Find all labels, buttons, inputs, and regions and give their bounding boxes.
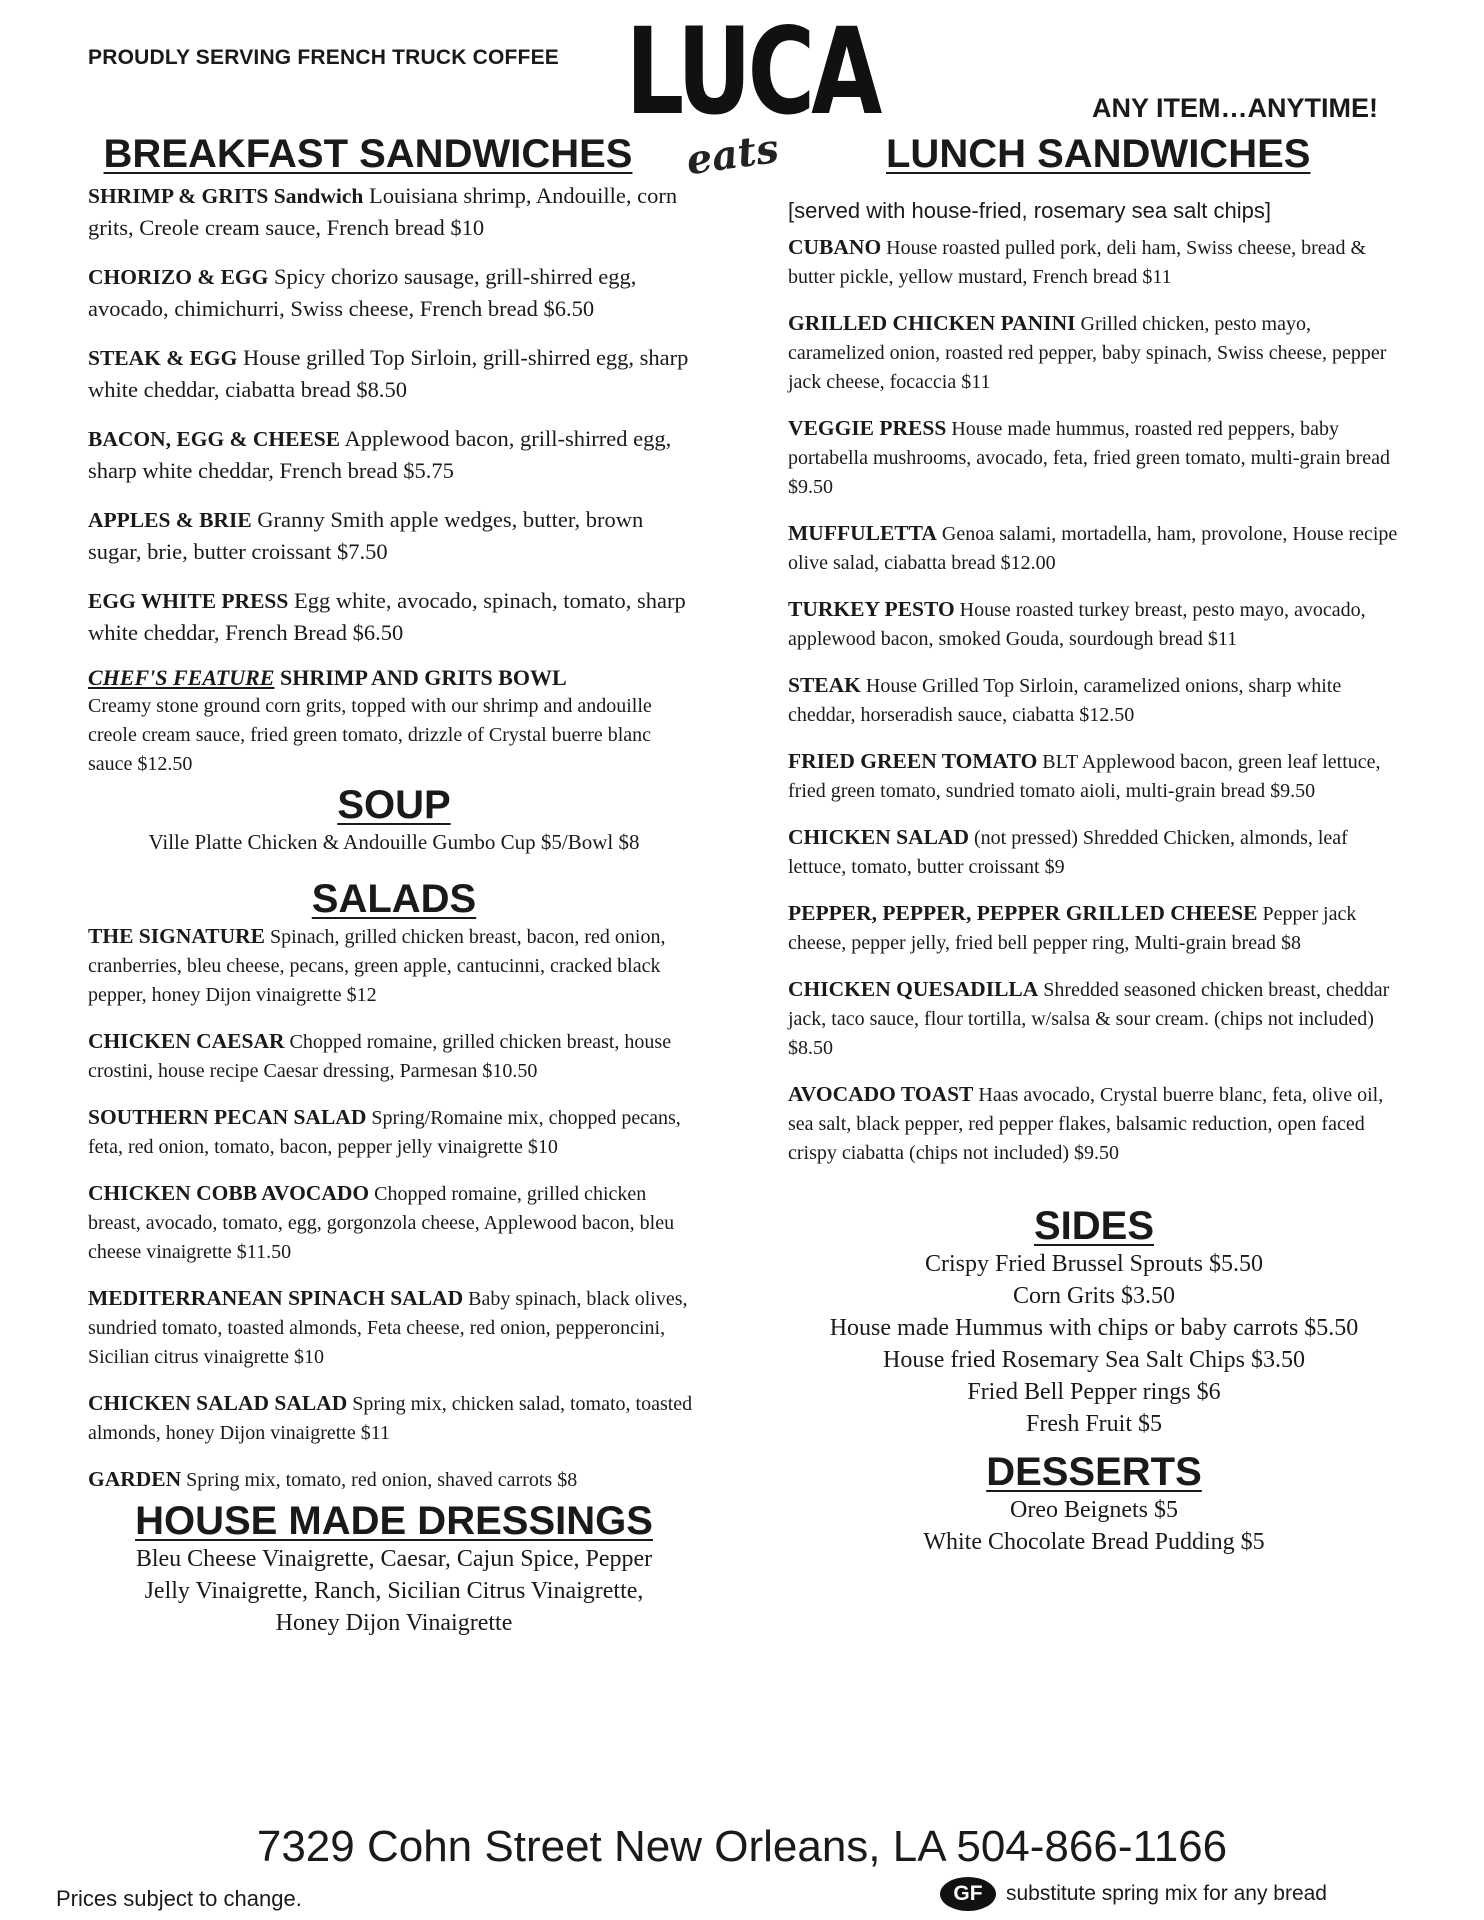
list-item: VEGGIE PRESS House made hummus, roasted red peppers, baby portabella mushrooms, avocado, feta, fried green tomato, multi-grain bread $9.50 [788,416,1391,498]
list-item: CHORIZO & EGG Spicy chorizo sausage, grill-shirred egg, avocado, chimichurri, Swiss cheese, French bread $6.50 [88,264,637,321]
breakfast-list [88,180,700,779]
list-item: SOUTHERN PECAN SALAD Spring/Romaine mix, chopped pecans, feta, red onion, tomato, bacon, pepper jelly vinaigrette $10 [88,1105,681,1158]
list-item: Corn Grits $3.50 [1013,1283,1175,1309]
list-item: STEAK House Grilled Top Sirloin, caramelized onions, sharp white cheddar, horseradish sauce, ciabatta $12.50 [788,673,1342,726]
list-item: CHICKEN QUESADILLA Shredded seasoned chicken breast, cheddar jack, taco sauce, flour tortilla, w/salsa & sour cream. (chips not included) $8.50 [788,977,1390,1059]
list-item: STEAK & EGG House grilled Top Sirloin, grill-shirred egg, sharp white cheddar, ciabatta bread $8.50 [88,345,689,402]
anytime-banner: ANY ITEM…ANYTIME! [1092,93,1379,123]
list-item: GARDEN Spring mix, tomato, red onion, shaved carrots $8 [88,1467,578,1491]
chef-feature-name: SHRIMP AND GRITS BOWL [274,665,567,690]
list-item: MEDITERRANEAN SPINACH SALAD Baby spinach, black olives, sundried tomato, toasted almonds, Feta cheese, red onion, pepperoncini, Sicilian citrus vinaigrette $10 [88,1286,688,1368]
list-item: Fried Bell Pepper rings $6 [967,1379,1221,1405]
chef-feature-desc: Creamy stone ground corn grits, topped with our shrimp and andouille creole cream sauce, fried green tomato, drizzle of Crystal buerre blanc sauce $12.50 [88,695,652,775]
chef-feature [88,663,700,779]
soup-title: SOUP [337,783,451,827]
list-item: THE SIGNATURE Spinach, grilled chicken breast, bacon, red onion, cranberries, bleu cheese, pecans, green apple, cantucinni, cracked black pepper, honey Dijon vinaigrette $12 [88,924,666,1006]
lunch-list [788,233,1400,1168]
list-item: PEPPER, PEPPER, PEPPER GRILLED CHEESE Pepper jack cheese, pepper jelly, fried bell pepper ring, Multi-grain bread $8 [788,901,1357,954]
list-item: CHICKEN CAESAR Chopped romaine, grilled chicken breast, house crostini, house recipe Caesar dressing, Parmesan $10.50 [88,1029,672,1082]
dressings-title: HOUSE MADE DRESSINGS [135,1499,653,1543]
list-item: CHICKEN COBB AVOCADO Chopped romaine, grilled chicken breast, avocado, tomato, egg, gorgonzola cheese, Applewood bacon, bleu cheese vinaigrette $11.50 [88,1181,675,1263]
list-item: CUBANO House roasted pulled pork, deli ham, Swiss cheese, bread & butter pickle, yellow mustard, French bread $11 [788,235,1367,288]
sides-list [788,1248,1400,1440]
list-item: Oreo Beignets $5 [1010,1497,1178,1523]
gluten-free-note [940,1877,1327,1911]
list-item: White Chocolate Bread Pudding $5 [923,1529,1265,1555]
list-item: AVOCADO TOAST Haas avocado, Crystal buerre blanc, feta, olive oil, sea salt, black pepper, red pepper flakes, balsamic reduction, open faced crispy ciabatta (chips not included) $9.50 [788,1082,1384,1164]
right-column [788,132,1400,1558]
list-item: Crispy Fried Brussel Sprouts $5.50 [924,1251,1263,1277]
list-item: CHICKEN SALAD SALAD Spring mix, chicken salad, tomato, toasted almonds, honey Dijon vinaigrette $11 [88,1391,693,1444]
lunch-title: LUNCH SANDWICHES [886,132,1311,176]
tagline: PROUDLY SERVING FRENCH TRUCK COFFEE [88,46,559,69]
breakfast-title: BREAKFAST SANDWICHES [103,132,633,176]
list-item: House fried Rosemary Sea Salt Chips $3.50 [883,1347,1305,1373]
salads-list [88,922,700,1495]
list-item: SHRIMP & GRITS Sandwich Louisiana shrimp, Andouille, corn grits, Creole cream sauce, French bread $10 [88,183,678,240]
list-item: CHICKEN SALAD (not pressed) Shredded Chicken, almonds, leaf lettuce, tomato, butter croissant $9 [788,825,1348,878]
list-item: Fresh Fruit $5 [1025,1411,1162,1437]
list-item: BACON, EGG & CHEESE Applewood bacon, grill-shirred egg, sharp white cheddar, French bread $5.75 [88,426,672,483]
logo-sub-text: eats [683,124,782,185]
list-item: House made Hummus with chips or baby carrots $5.50 [829,1315,1359,1341]
logo-main-text: LUCA [625,3,879,143]
prices-note: Prices subject to change. [56,1886,302,1911]
list-item: EGG WHITE PRESS Egg white, avocado, spinach, tomato, sharp white cheddar, French Bread $6.50 [88,588,686,645]
gluten-free-text: substitute spring mix for any bread [1006,1882,1327,1905]
lunch-note: [served with house-fried, rosemary sea salt chips] [788,198,1271,223]
list-item: APPLES & BRIE Granny Smith apple wedges, butter, brown sugar, brie, butter croissant $7.50 [88,507,644,564]
gluten-free-icon: GF [940,1877,996,1911]
chef-feature-label: CHEF'S FEATURE [88,665,275,690]
soup-text: Ville Platte Chicken & Andouille Gumbo Cup $5/Bowl $8 [148,830,640,854]
list-item: MUFFULETTA Genoa salami, mortadella, ham, provolone, House recipe olive salad, ciabatta bread $12.00 [788,521,1398,574]
left-column [88,132,700,1639]
sides-title: SIDES [1033,1204,1155,1248]
address-line: 7329 Cohn Street New Orleans, LA 504-866-1166 [256,1822,1228,1871]
dressings-text: Bleu Cheese Vinaigrette, Caesar, Cajun Spice, Pepper Jelly Vinaigrette, Ranch, Sicilian Citrus Vinaigrette, Honey Dijon Vinaigrette [135,1546,653,1636]
list-item: GRILLED CHICKEN PANINI Grilled chicken, pesto mayo, caramelized onion, roasted red pepper, baby spinach, Swiss cheese, pepper jack cheese, focaccia $11 [788,311,1387,393]
list-item: FRIED GREEN TOMATO BLT Applewood bacon, green leaf lettuce, fried green tomato, sundried tomato aioli, multi-grain bread $9.50 [788,749,1381,802]
salads-title: SALADS [311,877,477,921]
desserts-title: DESSERTS [986,1450,1202,1494]
desserts-list [788,1494,1400,1558]
list-item: TURKEY PESTO House roasted turkey breast, pesto mayo, avocado, applewood bacon, smoked Gouda, sourdough bread $11 [788,597,1366,650]
